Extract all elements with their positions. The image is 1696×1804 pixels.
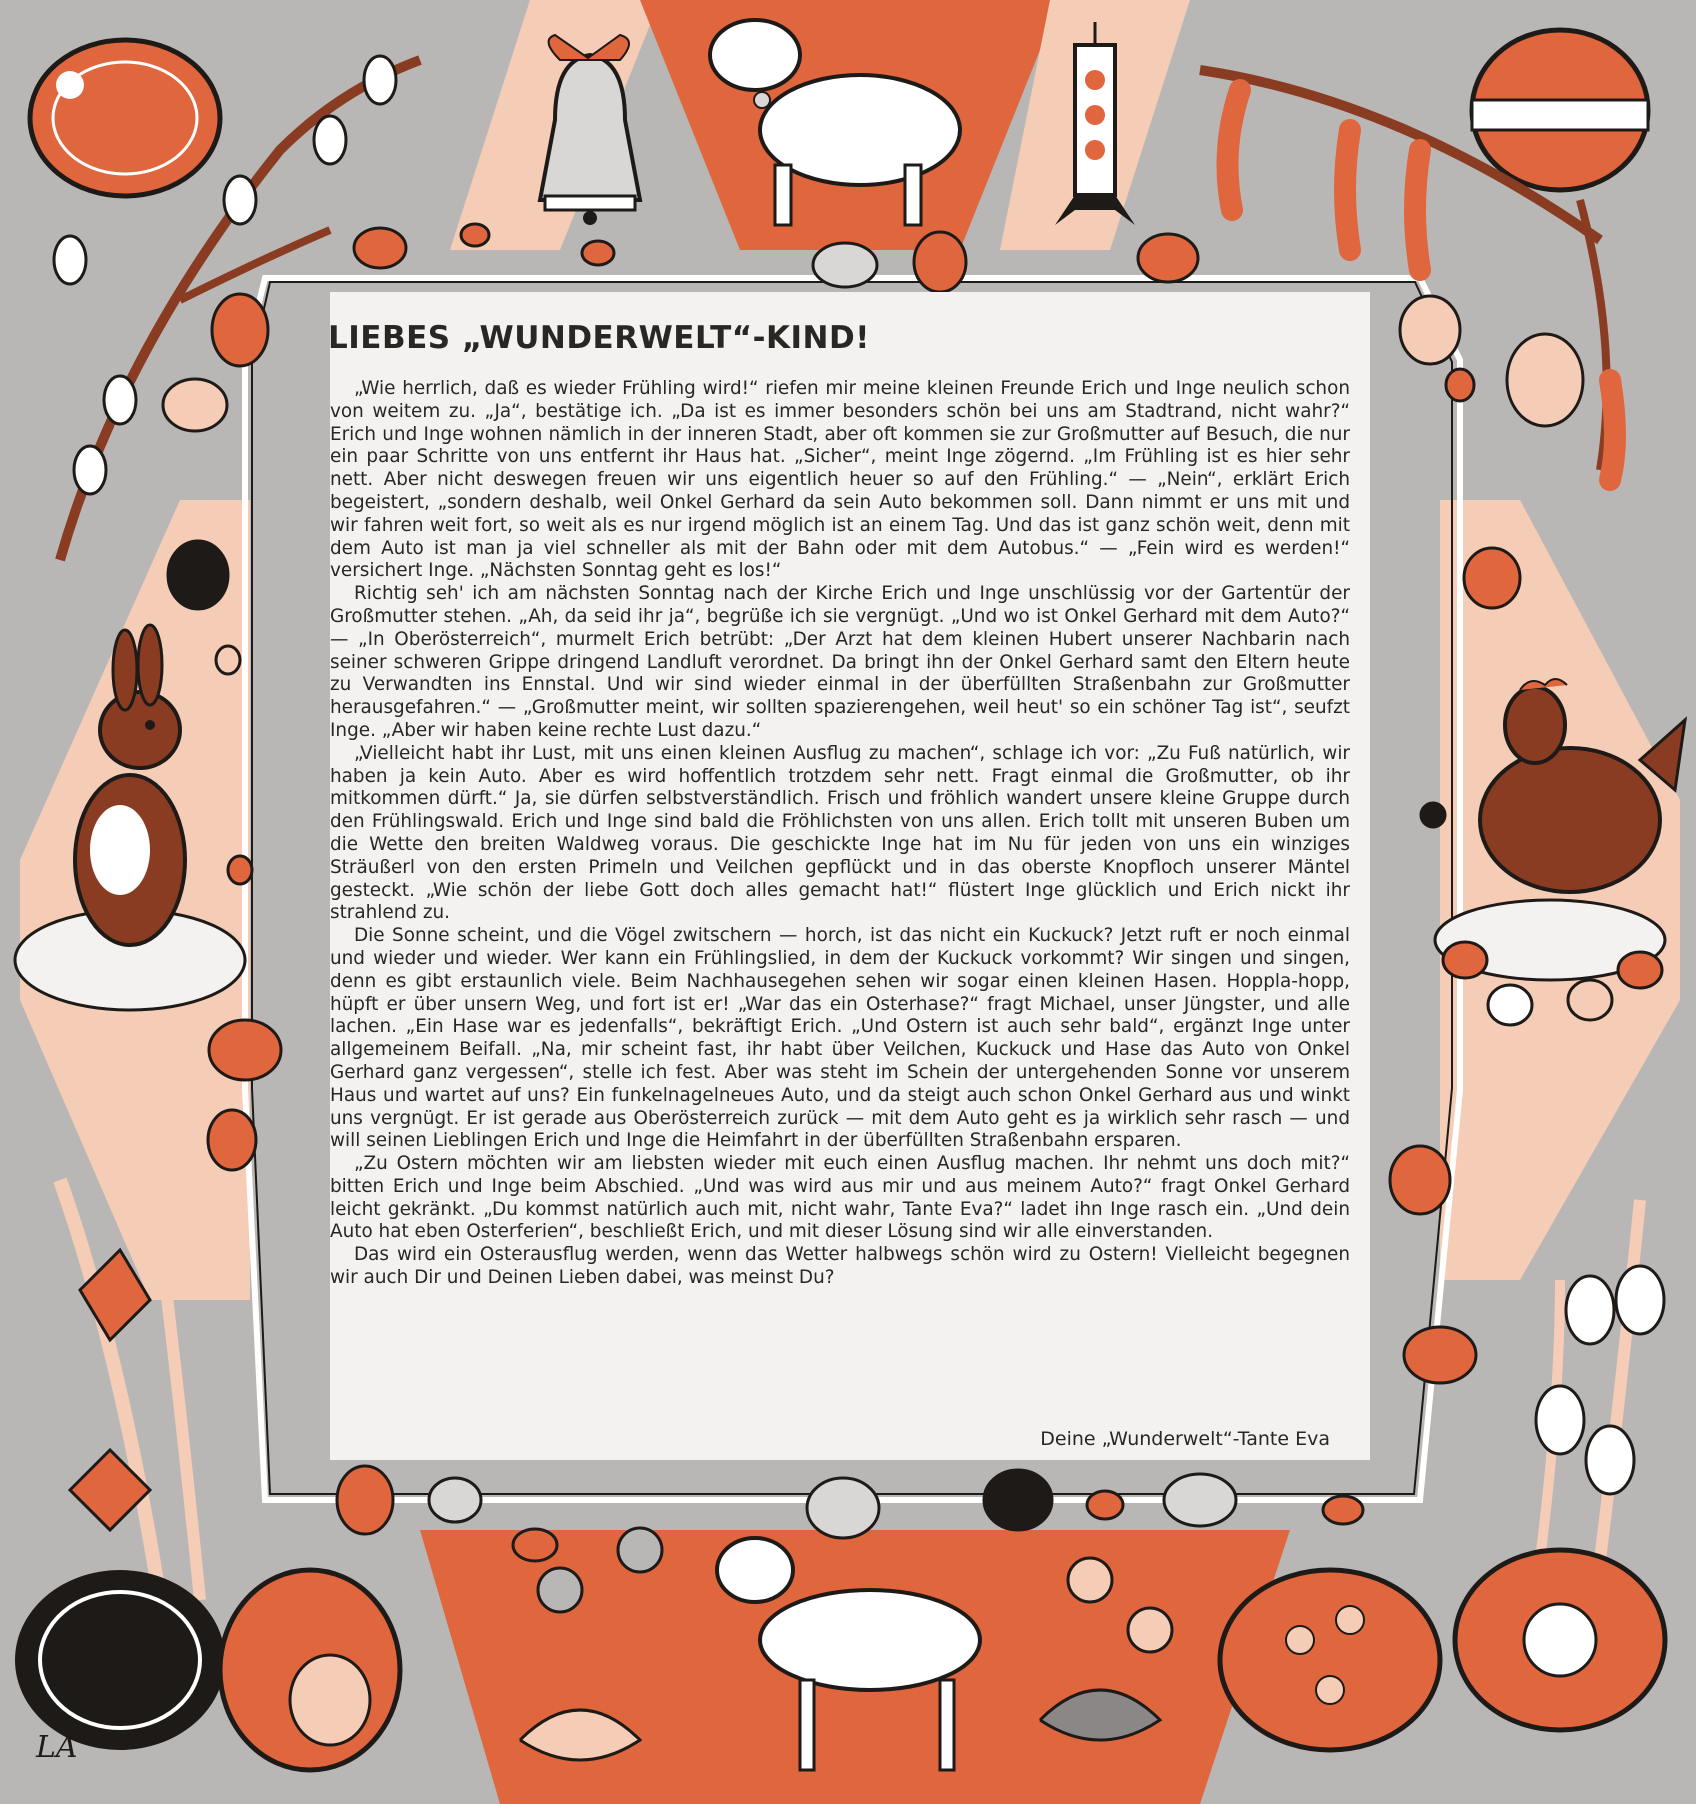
- signature: Deine „Wunderwelt“-Tante Eva: [1040, 1428, 1330, 1450]
- letter-paragraph: „Zu Ostern möchten wir am liebsten wieder mit euch einen Ausflug machen. Ihr nehmt uns doch mit?“ bitten Erich und Inge beim Abschied. „Und was wird aus mir und aus meinem Auto?“ fragt Onkel Gerhard leicht gekränkt. „Du kommst natürlich auch mit, nicht wahr, Tante Eva?“ ladet ihn Inge rasch ein. „Und dein Auto hat eben Osterferien“, beschließt Erich, und mit dieser Lösung sind wir alle einverstanden.: [330, 1153, 1350, 1243]
- letter-paragraph: Die Sonne scheint, und die Vögel zwitschern — horch, ist das nicht ein Kuckuck? Jetzt ruft er noch einmal und wieder und wieder. Wer kann ein Frühlingslied, in dem der Kuckuck vorkommt? Wir singen und singen, denn es gibt erstaunlich viele. Beim Nachhausegehen sehen wir sogar einen kleinen Hasen. Hoppla-hopp, hüpft er über unsern Weg, und fort ist er! „War das ein Osterhase?“ fragt Michael, unser Jüngster, und alle lachen. „Ein Hase war es jedenfalls“, bekräftigt Erich. „Und Ostern ist auch sehr bald“, ergänzt Inge unter allgemeinem Beifall. „Na, mir scheint fast, ihr habt über Veilchen, Kuckuck und Hase das Auto von Onkel Gerhard ganz vergessen“, stelle ich fest. Aber was steht im Schein der untergehenden Sonne vor unserem Haus und wartet auf uns? Ein funkelnagelneues Auto, und da steigt auch schon Onkel Gerhard aus und winkt uns vergnügt. Er ist gerade aus Oberösterreich zurück — mit dem Auto geht es ja wirklich sehr rasch — und will seinen Lieblingen Erich und Inge die Heimfahrt in der überfüllten Straßenbahn ersparen.: [330, 925, 1350, 1152]
- letter-paragraph: „Vielleicht habt ihr Lust, mit uns einen kleinen Ausflug zu machen“, schlage ich vor: „Zu Fuß natürlich, wir haben ja kein Auto. Aber es wird hoffentlich trotzdem sehr nett. Fragt einmal die Großmutter, ob ihr mitkommen dürft.“ Ja, sie dürfen selbstverständlich. Frisch und fröhlich wandert unsere kleine Gruppe durch den Frühlingswald. Erich und Inge sind bald die Fröhlichsten von uns allen. Erich tollt mit unseren Buben um die Wette den breiten Waldweg voraus. Die geschickte Inge hat im Nu für jeden von uns ein winziges Sträußerl von den ersten Primeln und Veilchen gepflückt und in das oberste Knopfloch unserer Mäntel gesteckt. „Wie schön der liebe Gott doch alles gemacht hat!“ flüstert Inge glücklich und Erich nickt ihr strahlend zu.: [330, 742, 1350, 924]
- artist-monogram: LA: [36, 1730, 78, 1765]
- letter-body: [330, 378, 1350, 1290]
- decorated-egg-icon: [30, 40, 220, 196]
- letter-paragraph: „Wie herrlich, daß es wieder Frühling wird!“ riefen mir meine kleinen Freunde Erich und Inge neulich schon von weitem zu. „Ja“, bestätige ich. „Da ist es immer besonders schön bei uns am Stadtrand, nicht wahr?“ Erich und Inge wohnen nämlich in der inneren Stadt, aber oft kommen sie zur Großmutter auf Besuch, die nur ein paar Schritte von uns entfernt ihr Haus hat. „Sicher“, meint Inge zögernd. „Im Frühling ist es hier sehr nett. Aber nicht deswegen freuen wir uns eigentlich heuer so auf den Frühling.“ — „Nein“, erklärt Erich begeistert, „sondern deshalb, weil Onkel Gerhard da sein Auto bekommen soll. Dann nimmt er uns mit und wir fahren weit fort, so weit als es nur irgend möglich ist an einem Tag. Und das ist ganz schön weit, denn mit dem Auto ist man ja viel schneller als mit der Bahn oder mit dem Autobus.“ — „Fein wird es werden!“ versichert Inge. „Nächsten Sonntag geht es los!“: [330, 378, 1350, 582]
- decorated-egg-icon: [1472, 30, 1648, 190]
- letter-paragraph: Das wird ein Osterausflug werden, wenn das Wetter halbwegs schön wird zu Ostern! Vielleicht begegnen wir auch Dir und Deinen Lieben dabei, was meinst Du?: [330, 1244, 1350, 1289]
- page-title: LIEBES „WUNDERWELT“-KIND!: [328, 320, 870, 356]
- letter-paragraph: Richtig seh' ich am nächsten Sonntag nach der Kirche Erich und Inge unschlüssig vor der Gartentür der Großmutter stehen. „Ah, da seid ihr ja“, begrüße ich sie vergnügt. „Und wo ist Onkel Gerhard mit dem Auto?“ — „In Oberösterreich“, murmelt Erich betrübt: „Der Arzt hat dem kleinen Hubert unserer Nachbarin nach seiner schweren Grippe dringend Landluft verordnet. Da bringt ihn der Onkel Gerhard samt den Eltern heute zu Verwandten ins Ennstal. Und wir sind wieder einmal in der überfüllten Straßenbahn zur Großmutter herausgefahren.“ — „Großmutter meint, wir sollten spazierengehen, weil heut' so ein schöner Tag ist“, seufzt Inge. „Aber wir haben keine rechte Lust dazu.“: [330, 583, 1350, 741]
